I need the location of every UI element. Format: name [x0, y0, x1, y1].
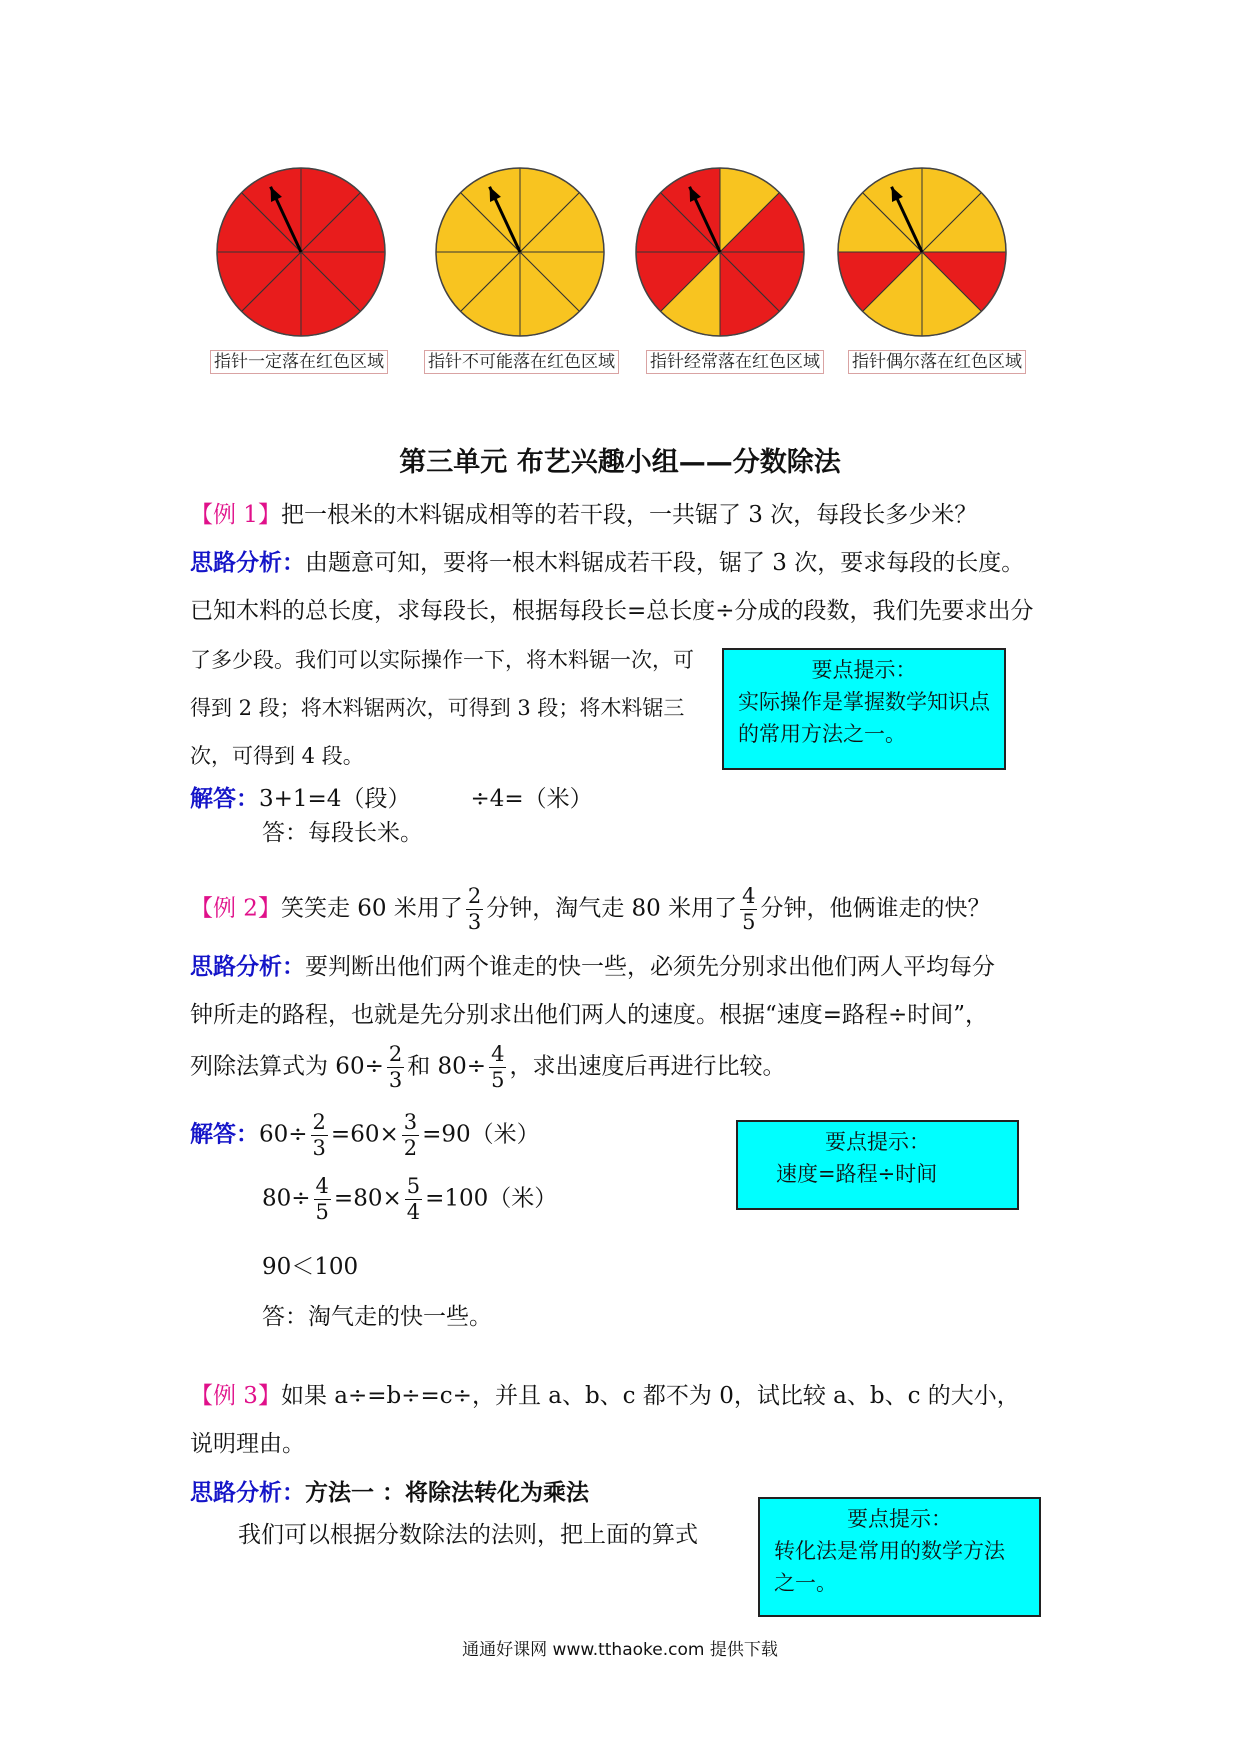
spinner-caption-4: 指针偶尔落在红色区域: [848, 350, 1026, 374]
fraction-denominator: 5: [315, 1200, 329, 1224]
ex1-analysis-2: 已知木料的总长度，求每段长，根据每段长=总长度÷分成的段数，我们先要求出分: [190, 598, 1034, 624]
ex2-s1-fraction-2: [402, 1112, 419, 1159]
ex1-answer-2: 答：每段长米。: [262, 820, 423, 846]
ex2-a3-fraction-2: [489, 1044, 506, 1091]
ex2-solution-3: 90＜100: [262, 1254, 359, 1280]
ex2-a3-a: 列除法算式为 60÷: [190, 1053, 384, 1080]
fraction-denominator: 5: [491, 1068, 505, 1092]
ex2-a3-b: 和 80÷: [407, 1053, 487, 1080]
ex1-answer-1: [190, 784, 593, 814]
fraction-numerator: 4: [491, 1042, 505, 1066]
ex2-solution-4: 答：淘气走的快一些。: [262, 1304, 492, 1330]
spinner-mostly-red: [632, 164, 808, 340]
fraction-numerator: 2: [467, 884, 482, 908]
ex2-s2-a: 80÷: [262, 1185, 311, 1212]
ex2-s1-b: =60×: [330, 1121, 399, 1148]
ex3-analysis-label: 思路分析：: [190, 1480, 305, 1506]
ex2-s1-c: =90（米）: [422, 1121, 540, 1148]
ex2-s2-fraction-1: [314, 1176, 331, 1223]
ex2-a3-fraction-1: [387, 1044, 404, 1091]
ex1-answer-label: 解答：: [190, 786, 259, 812]
spinner-all-yellow: [432, 164, 608, 340]
ex3-tip-head: 要点提示：: [847, 1507, 952, 1531]
ex1-label: 【例 1】: [190, 502, 281, 528]
fraction-denominator: 4: [406, 1200, 421, 1224]
ex2-label: 【例 2】: [190, 895, 281, 922]
ex3-tip-body: 转化法是常用的数学方法之一。: [774, 1539, 1005, 1595]
ex1-tip-head: 要点提示：: [811, 658, 917, 682]
fraction-numerator: 5: [406, 1174, 421, 1198]
ex3-method: 方法一 ：将除法转化为乘法: [305, 1480, 590, 1506]
ex2-answer-label: 解答：: [190, 1121, 259, 1148]
ex2-s1-fraction-1: [311, 1112, 328, 1159]
ex3-tip-box: [758, 1497, 1041, 1617]
ex3-analysis: [190, 1478, 589, 1508]
ex2-s1-a: 60÷: [259, 1121, 308, 1148]
ex2-tip-box: [736, 1120, 1019, 1210]
ex2-s2-fraction-2: [405, 1176, 422, 1223]
ex3-question-2: 说明理由。: [190, 1431, 305, 1457]
fraction-denominator: 3: [388, 1068, 403, 1092]
ex1-analysis-5: 次，可得到 4 段。: [190, 744, 364, 768]
ex2-solution-1: [190, 1112, 540, 1159]
ex2-analysis-1: [190, 952, 995, 982]
ex2-q-fraction-2: [740, 886, 757, 933]
ex1-question: [190, 500, 977, 530]
ex2-q-a: 笑笑走 60 米用了: [280, 895, 463, 922]
ex3-body-1: 我们可以根据分数除法的法则，把上面的算式: [238, 1522, 698, 1548]
spinner-caption-3: 指针经常落在红色区域: [646, 350, 824, 374]
ex2-s2-c: =100（米）: [425, 1185, 558, 1212]
fraction-denominator: 3: [312, 1136, 326, 1160]
unit-title: 第三单元 布艺兴趣小组——分数除法: [399, 447, 841, 478]
spinner-caption-1: 指针一定落在红色区域: [210, 350, 388, 374]
ex1-tip-box: [722, 648, 1006, 770]
ex2-a3-c: ，求出速度后再进行比较。: [509, 1053, 786, 1080]
fraction-denominator: 2: [403, 1136, 418, 1160]
ex2-analysis-2: 钟所走的路程，也就是先分别求出他们两人的速度。根据“速度=路程÷时间”，: [190, 1002, 989, 1028]
ex3-question-1: [190, 1381, 1020, 1411]
ex2-tip-body: 速度=路程÷时间: [776, 1162, 938, 1186]
ex1-analysis-4: 得到 2 段；将木料锯两次，可得到 3 段；将木料锯三: [190, 696, 685, 720]
spinner-caption-2: 指针不可能落在红色区域: [424, 350, 619, 374]
ex1-answer-1b: ÷4=（米）: [470, 786, 593, 812]
ex1-tip-body: 实际操作是掌握数学知识点的常用方法之一。: [738, 690, 990, 746]
spinner-mostly-yellow: [834, 164, 1010, 340]
ex1-answer-1a: 3+1=4（段）: [259, 786, 411, 812]
ex2-solution-2: [262, 1176, 557, 1223]
ex2-q-b: 分钟，淘气走 80 米用了: [486, 895, 738, 922]
fraction-numerator: 2: [388, 1042, 403, 1066]
ex2-q-c: 分钟，他俩谁走的快？: [760, 895, 991, 922]
ex3-question-text: 如果 a÷=b÷=c÷，并且 a、b、c 都不为 0，试比较 a、b、c 的大小，: [280, 1383, 1020, 1409]
ex1-question-text: 把一根米的木料锯成相等的若干段，一共锯了 3 次，每段长多少米？: [280, 502, 978, 528]
ex1-analysis-1: [190, 548, 1024, 578]
ex1-analysis-label: 思路分析：: [190, 550, 305, 576]
ex1-analysis-3: 了多少段。我们可以实际操作一下，将木料锯一次，可: [190, 648, 694, 672]
ex2-question: [190, 886, 990, 933]
fraction-denominator: 3: [467, 910, 482, 934]
fraction-numerator: 3: [403, 1110, 418, 1134]
ex2-analysis-text-1: 要判断出他们两个谁走的快一些，必须先分别求出他们两人平均每分: [305, 954, 995, 980]
ex2-tip-head: 要点提示：: [825, 1130, 930, 1154]
ex2-analysis-3: [190, 1044, 785, 1091]
ex2-analysis-label: 思路分析：: [190, 954, 305, 980]
fraction-numerator: 4: [315, 1174, 329, 1198]
fraction-denominator: 5: [742, 910, 756, 934]
fraction-numerator: 4: [742, 884, 756, 908]
ex3-label: 【例 3】: [190, 1383, 281, 1409]
page-footer: 通通好课网 www.tthaoke.com 提供下载: [462, 1640, 778, 1660]
ex2-s2-b: =80×: [333, 1185, 402, 1212]
ex2-q-fraction-1: [466, 886, 483, 933]
spinner-all-red: [213, 164, 389, 340]
fraction-numerator: 2: [312, 1110, 326, 1134]
ex1-analysis-text-1: 由题意可知，要将一根木料锯成若干段，锯了 3 次，要求每段的长度。: [305, 550, 1025, 576]
